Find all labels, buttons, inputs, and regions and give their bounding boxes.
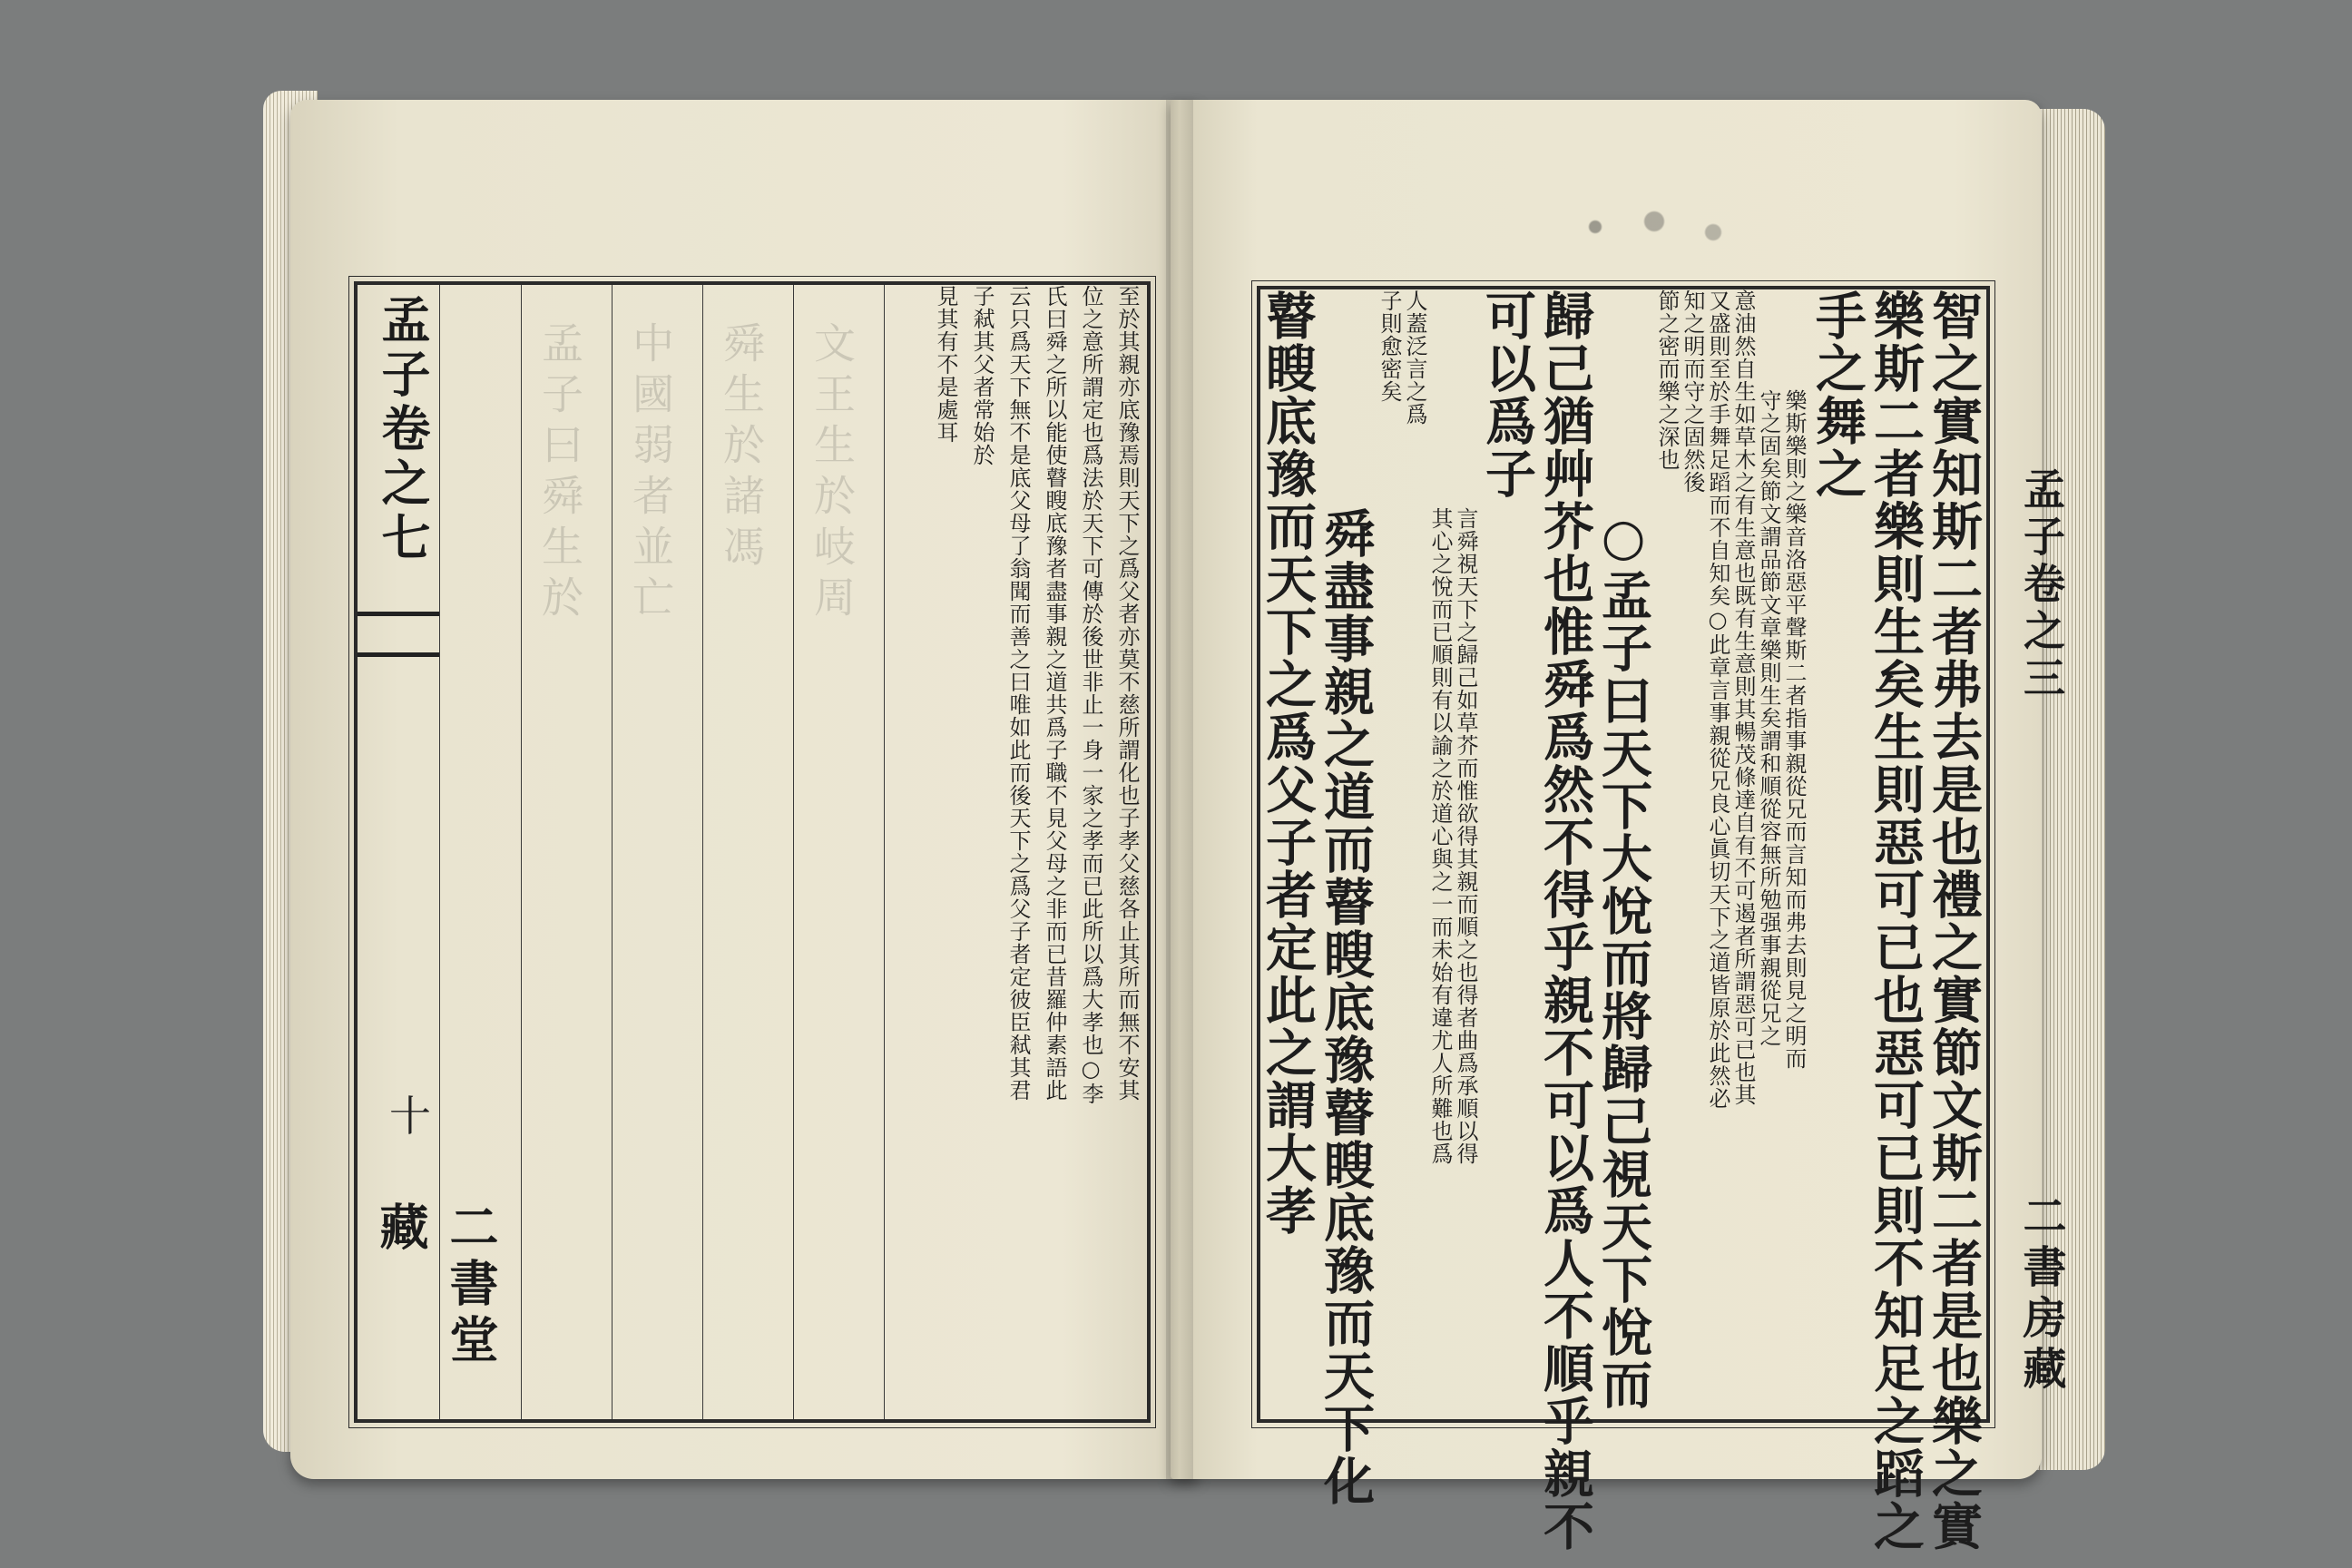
main-text-column-2: 樂斯二者樂則生矣生則惡可已也惡可已則不知足之蹈之 [1866, 289, 1926, 1553]
main-text-column-6: 可以爲子 [1477, 289, 1537, 500]
main-text-column-1: 智之實知斯二者弗去是也禮之實節文斯二者是也樂之實 [1924, 289, 1984, 1553]
main-text-column-7: 舜盡事親之道而瞽瞍底豫瞽瞍底豫而天下化 [1316, 507, 1376, 1507]
book-gutter [1166, 100, 1193, 1479]
right-page-banner [2001, 286, 2082, 1416]
commentary-column-8: 其心之悅而已順則有以諭之於道心與之一而未始有違尤人所難也爲 [1427, 507, 1453, 1165]
right-press-mark: 二書房藏 [2015, 1193, 2066, 1396]
left-column-5: 子弒其父者常始於 [969, 285, 995, 466]
left-page-banner [358, 285, 500, 1419]
left-page-folio: 十 [389, 1092, 431, 1141]
left-column-6: 見其有不是處耳 [933, 285, 958, 444]
bleed-through-d: 孟子曰舜生於 [535, 321, 584, 626]
main-text-column-3: 手之舞之 [1808, 289, 1867, 500]
commentary-column-2: 守之固矣節文謂品節文章樂則生矣謂和順從容無所勉强事親從兄之 [1756, 389, 1781, 1047]
left-text-frame [354, 281, 1151, 1423]
ink-stain [1524, 200, 1760, 254]
left-banner-fishtail [358, 612, 439, 657]
commentary-column-10: 子則愈密矣 [1377, 289, 1402, 403]
commentary-column-3: 意油然自生如草木之有生意也既有生意則其暢茂條達自有不可遏者所謂惡可已也其 [1730, 289, 1756, 1106]
commentary-column-6: 節之密而樂之深也 [1654, 289, 1680, 471]
left-column-1: 至於其親亦底豫焉則天下之爲父者亦莫不慈所謂化也子孝父慈各止其所而無不安其 [1114, 285, 1140, 1102]
bleed-through-c: 文王生於岐周 [808, 321, 857, 626]
main-text-column-8: 瞽瞍底豫而天下之爲父子者定此之謂大孝 [1258, 289, 1318, 1237]
commentary-column-7: 言舜視天下之歸己如草芥而惟欲得其親而順之也得者曲爲承順以得 [1453, 507, 1478, 1165]
right-text-frame [1257, 286, 1990, 1553]
right-banner-title: 孟子卷之三 [2017, 467, 2066, 703]
commentary-column-4: 又盛則至於手舞足蹈而不自知矣○此章言事親從兄良心眞切天下之道皆原於此然必 [1705, 289, 1730, 1110]
left-column-2: 位之意所謂定也爲法於天下可傳於後世非止一身一家之孝而已此所以爲大孝也○李 [1078, 285, 1103, 1105]
commentary-column-9: 人蓋泛言之爲 [1402, 289, 1427, 426]
commentary-column-1: 樂斯樂則之樂音洛惡平聲斯二者指事親從兄而言知而弗去則見之明而 [1781, 389, 1807, 1070]
main-text-column-5: 歸己猶艸芥也惟舜爲然不得乎親不可以爲人不順乎親不 [1535, 289, 1595, 1553]
commentary-column-5: 知之明而守之固然後 [1680, 289, 1705, 494]
left-column-4: 云只爲天下無不是底父母了翁聞而善之曰唯如此而後天下之爲父子者定彼臣弒其君 [1005, 285, 1031, 1102]
main-text-column-4: ○孟子曰天下大悅而將歸己視天下悅而 [1593, 507, 1653, 1411]
bleed-through-a: 中國弱者並亡 [626, 321, 675, 626]
open-book [272, 91, 2151, 1553]
left-press-mark: 二書堂藏 [372, 1201, 500, 1370]
left-column-3: 氏曰舜之所以能使瞽瞍底豫者盡事親之道共爲子職不見父母之非而已昔羅仲素語此 [1042, 285, 1067, 1102]
left-banner-title: 孟子卷之七 [374, 294, 432, 566]
bleed-through-b: 舜生於諸馮 [717, 321, 766, 575]
